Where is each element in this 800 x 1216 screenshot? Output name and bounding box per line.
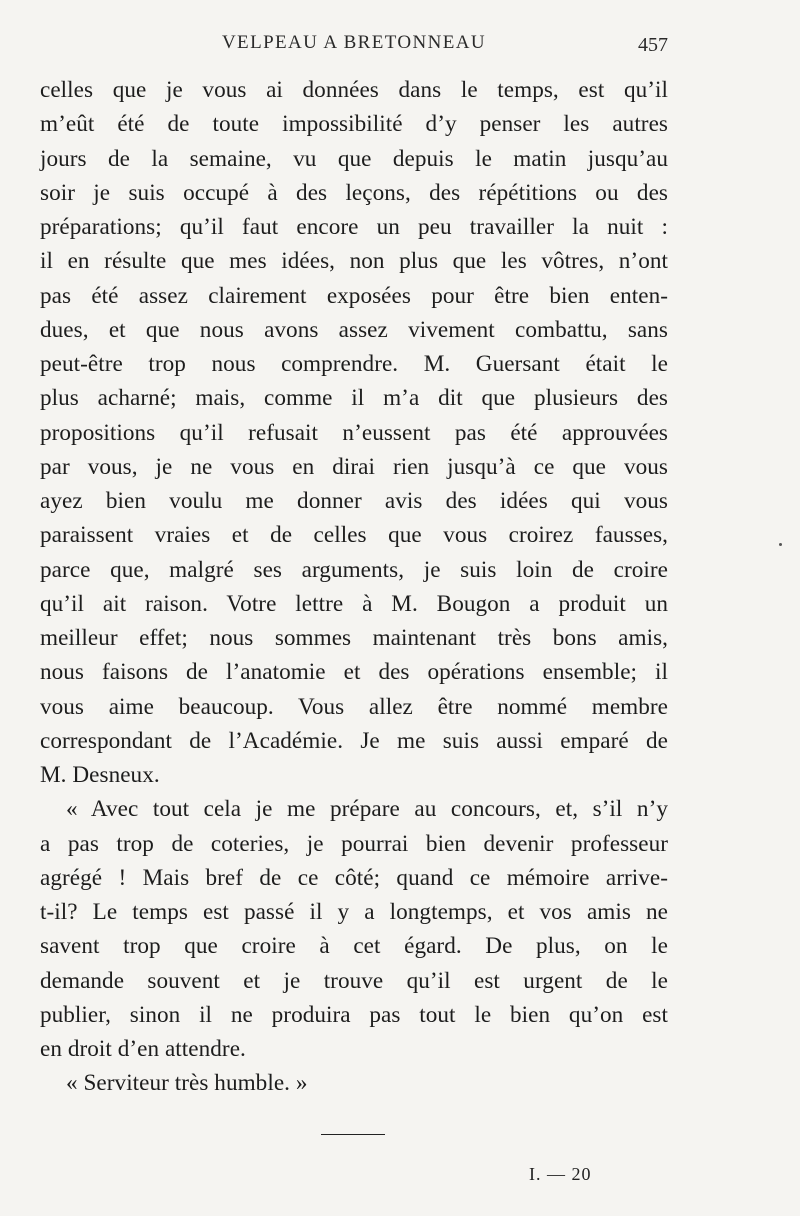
text-line: propositions qu’il refusait n’eussent pas été approuvées [40,419,668,446]
text-line: peut-être trop nous comprendre. M. Guersant était le [40,351,668,377]
printer-signature: I. — 20 [529,1164,592,1184]
text-line: en droit d’en attendre. [40,1036,246,1062]
text-line: « Serviteur très humble. » [66,1070,308,1097]
text-line: celles que je vous ai données dans le temps, est qu’il [40,77,668,103]
text-line: M. Desneux. [40,762,160,788]
running-head: VELPEAU A BRETONNEAU [221,32,487,53]
closing-rule [321,1134,385,1135]
text-line: pas été assez clairement exposées pour être bien enten- [40,282,668,309]
text-line: ayez bien voulu me donner avis des idées qui vous [40,488,668,514]
text-line: nous faisons de l’anatomie et des opérations ensemble; il [40,659,668,686]
text-line: jours de la semaine, vu que depuis le matin jusqu’au [40,145,668,172]
text-line: publier, sinon il ne produira pas tout le bien qu’on est [40,1001,668,1028]
text-line: savent trop que croire à cet égard. De plus, on le [40,933,668,960]
text-line: parce que, malgré ses arguments, je suis loin de croire [40,556,668,583]
text-line: plus acharné; mais, comme il m’a dit que plusieurs des [40,385,668,412]
body-text [40,73,668,1101]
text-line: t-il? Le temps est passé il y a longtemps, et vos amis ne [40,899,668,925]
text-line: m’eût été de toute impossibilité d’y penser les autres [40,111,668,138]
text-line: dues, et que nous avons assez vivement combattu, sans [40,316,668,343]
text-line: agrégé ! Mais bref de ce côté; quand ce mémoire arrive- [40,864,668,891]
text-line: a pas trop de coteries, je pourrai bien devenir professeur [40,830,668,857]
text-line: « Avec tout cela je me prépare au concours, et, s’il n’y [66,796,668,823]
text-line: il en résulte que mes idées, non plus que les vôtres, n’ont [40,248,668,275]
text-line: soir je suis occupé à des leçons, des répétitions ou des [40,179,668,206]
text-line: par vous, je ne vous en dirai rien jusqu’à ce que vous [40,453,668,480]
text-line: paraissent vraies et de celles que vous croirez fausses, [40,522,668,549]
page-number: 457 [638,34,668,56]
text-line: meilleur effet; nous sommes maintenant très bons amis, [40,625,668,651]
text-line: vous aime beaucoup. Vous allez être nommé membre [40,693,668,720]
text-line: qu’il ait raison. Votre lettre à M. Bougon a produit un [40,590,668,617]
text-line: demande souvent et je trouve qu’il est urgent de le [40,967,668,994]
text-line: correspondant de l’Académie. Je me suis aussi emparé de [40,727,668,754]
text-line: préparations; qu’il faut encore un peu travailler la nuit : [40,214,668,240]
paper-speck [779,543,782,546]
page-header [40,30,668,60]
